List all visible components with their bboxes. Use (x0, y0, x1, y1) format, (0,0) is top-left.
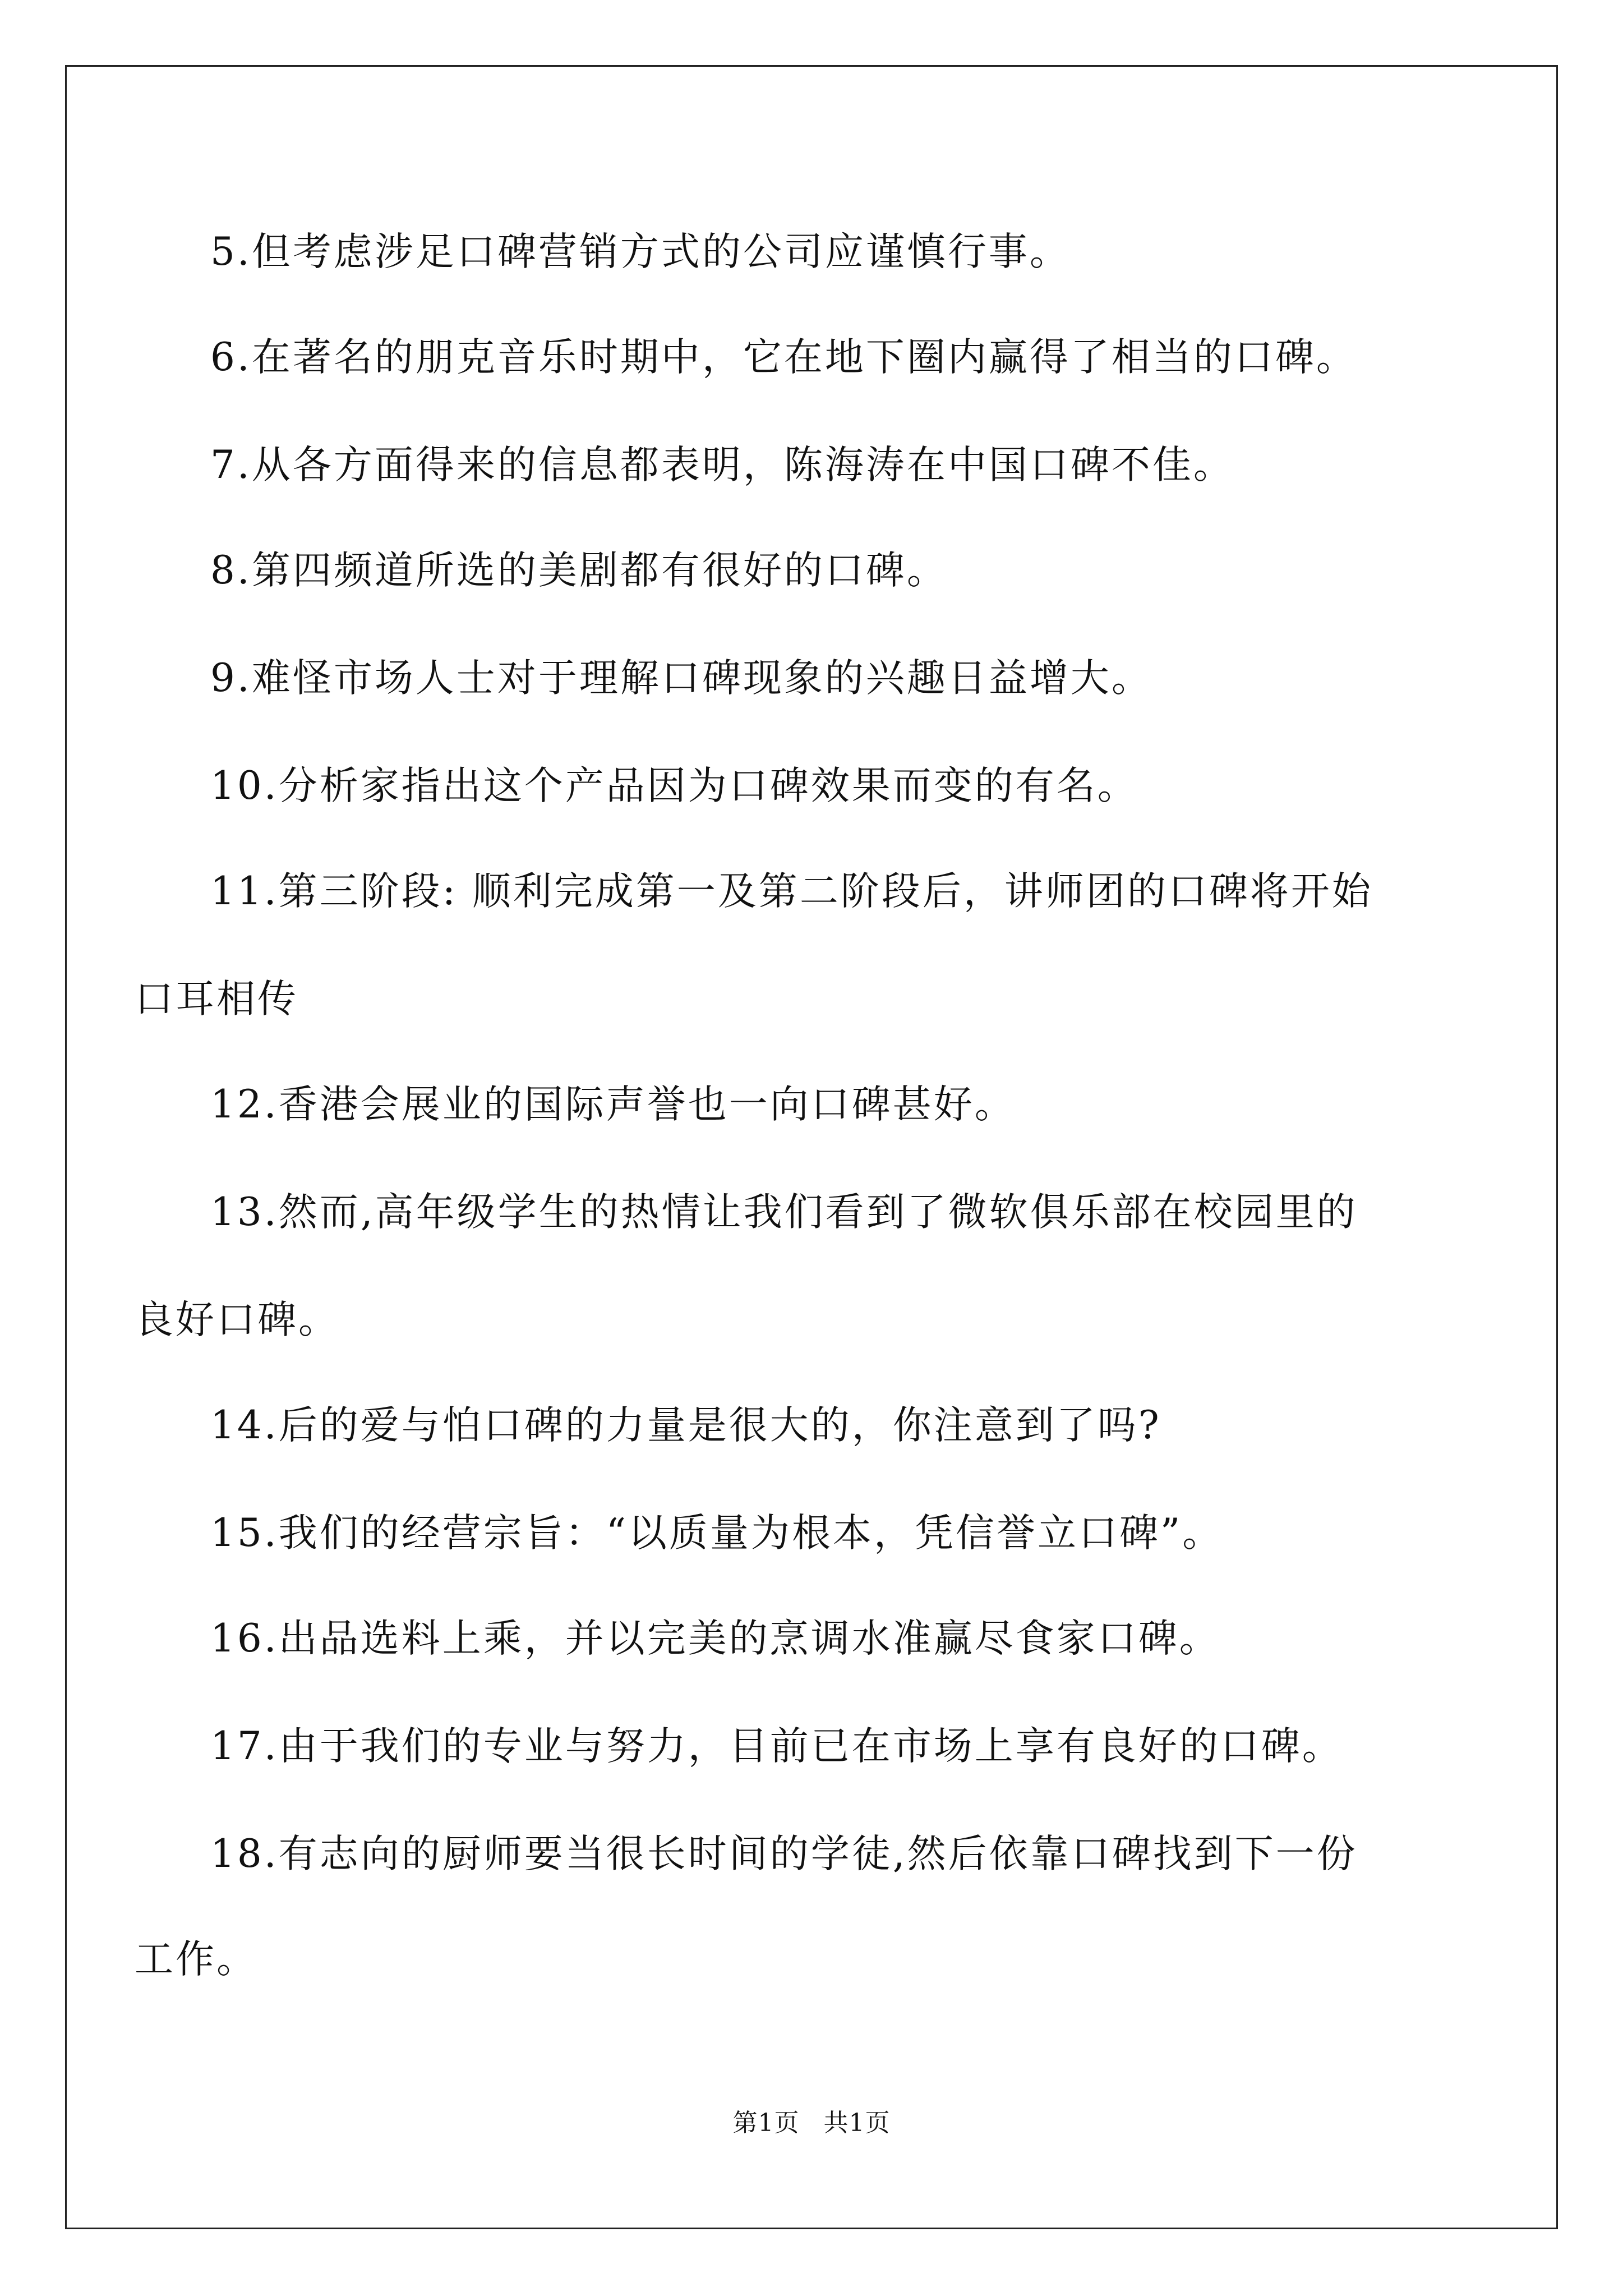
page-number-total: 共1页 (823, 2109, 891, 2137)
page-number-current: 第1页 (732, 2109, 800, 2137)
page-border (65, 65, 1558, 2229)
sentence-18: 18.有志向的厨师要当很长时间的学徒,然后依靠口碑找到下一份 (210, 1832, 1358, 1876)
sentence-6: 6.在著名的朋克音乐时期中，它在地下圈内赢得了相当的口碑。 (210, 335, 1357, 380)
sentence-8: 8.第四频道所选的美剧都有很好的口碑。 (210, 548, 948, 593)
sentence-12: 12.香港会展业的国际声誉也一向口碑甚好。 (210, 1082, 1016, 1127)
sentence-11-continued: 口耳相传 (135, 977, 298, 1022)
page-footer (0, 2108, 1623, 2139)
sentence-11: 11.第三阶段: 顺利完成第一及第二阶段后，讲师团的口碑将开始 (210, 869, 1373, 914)
sentence-18-continued: 工作。 (135, 1937, 257, 1982)
sentence-14: 14.后的爱与怕口碑的力量是很大的，你注意到了吗? (210, 1403, 1161, 1448)
sentence-16: 16.出品选料上乘，并以完美的烹调水准赢尽食家口碑。 (210, 1616, 1220, 1661)
sentence-17: 17.由于我们的专业与努力，目前已在市场上享有良好的口碑。 (210, 1724, 1343, 1769)
sentence-7: 7.从各方面得来的信息都表明，陈海涛在中国口碑不佳。 (210, 443, 1234, 487)
sentence-13: 13.然而,高年级学生的热情让我们看到了微软俱乐部在校园里的 (210, 1190, 1358, 1235)
sentence-5: 5.但考虑涉足口碑营销方式的公司应谨慎行事。 (210, 229, 1071, 274)
sentence-15: 15.我们的经营宗旨：“以质量为根本，凭信誉立口碑”。 (210, 1511, 1224, 1556)
sentence-10: 10.分析家指出这个产品因为口碑效果而变的有名。 (210, 763, 1138, 808)
sentence-9: 9.难怪市场人士对于理解口碑现象的兴趣日益增大。 (210, 656, 1152, 701)
sentence-13-continued: 良好口碑。 (135, 1297, 339, 1342)
